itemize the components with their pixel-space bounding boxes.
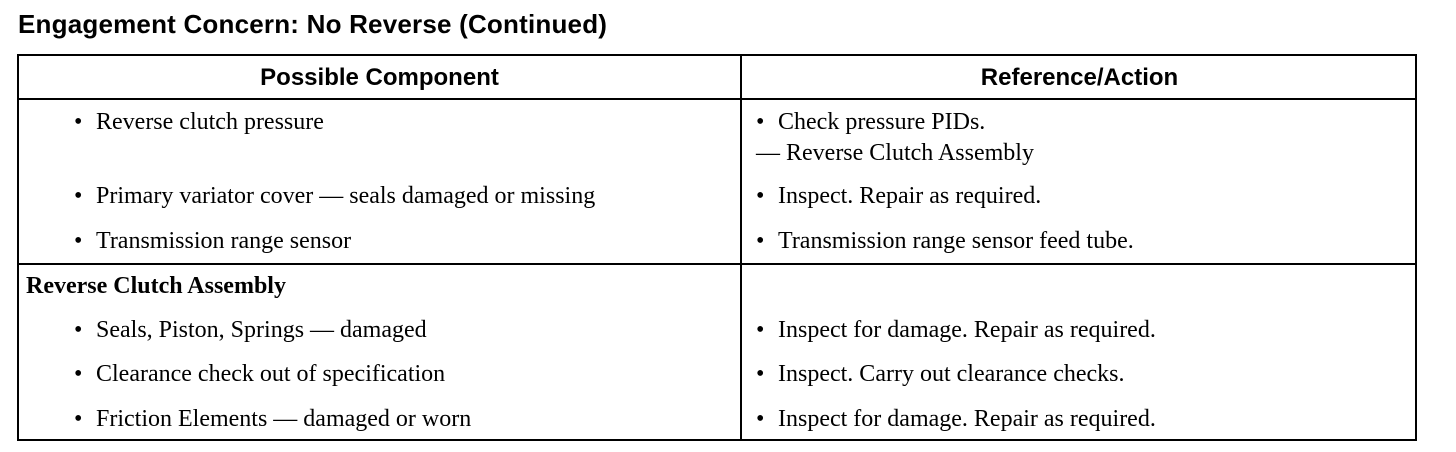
table-row-action: • Inspect for damage. Repair as required. <box>756 317 1156 343</box>
diagnostic-table <box>17 54 1417 441</box>
bullet-icon: • <box>74 109 83 135</box>
bullet-icon: • <box>756 317 765 343</box>
group-heading: Reverse Clutch Assembly <box>26 273 286 299</box>
table-row-action: • Check pressure PIDs. <box>756 109 986 135</box>
bullet-icon: • <box>756 228 765 254</box>
column-divider <box>740 56 742 439</box>
table-row-action: • Inspect. Carry out clearance checks. <box>756 361 1125 387</box>
bullet-icon: • <box>74 406 83 432</box>
bullet-icon: • <box>74 317 83 343</box>
table-row-component: • Seals, Piston, Springs — damaged <box>74 317 427 343</box>
bullet-icon: • <box>756 406 765 432</box>
table-row-component: • Clearance check out of specification <box>74 361 446 387</box>
table-row-action: • Transmission range sensor feed tube. <box>756 228 1134 254</box>
bullet-icon: • <box>74 361 83 387</box>
table-row-action: • Inspect for damage. Repair as required. <box>756 406 1156 432</box>
page-title: Engagement Concern: No Reverse (Continued) <box>18 9 608 39</box>
header-possible-component: Possible Component <box>260 64 499 91</box>
group-divider <box>19 263 1415 265</box>
table-row-action: • Inspect. Repair as required. <box>756 183 1042 209</box>
bullet-icon: • <box>756 361 765 387</box>
header-reference-action: Reference/Action <box>980 64 1179 91</box>
table-row-action-sub: — Reverse Clutch Assembly <box>756 140 1034 166</box>
table-row-component: • Reverse clutch pressure <box>74 109 324 135</box>
table-row-component: • Transmission range sensor <box>74 228 352 254</box>
table-row-component: • Primary variator cover — seals damaged or missing <box>74 183 596 209</box>
bullet-icon: • <box>74 228 83 254</box>
bullet-icon: • <box>756 183 765 209</box>
table-row-component: • Friction Elements — damaged or worn <box>74 406 472 432</box>
bullet-icon: • <box>74 183 83 209</box>
bullet-icon: • <box>756 109 765 135</box>
